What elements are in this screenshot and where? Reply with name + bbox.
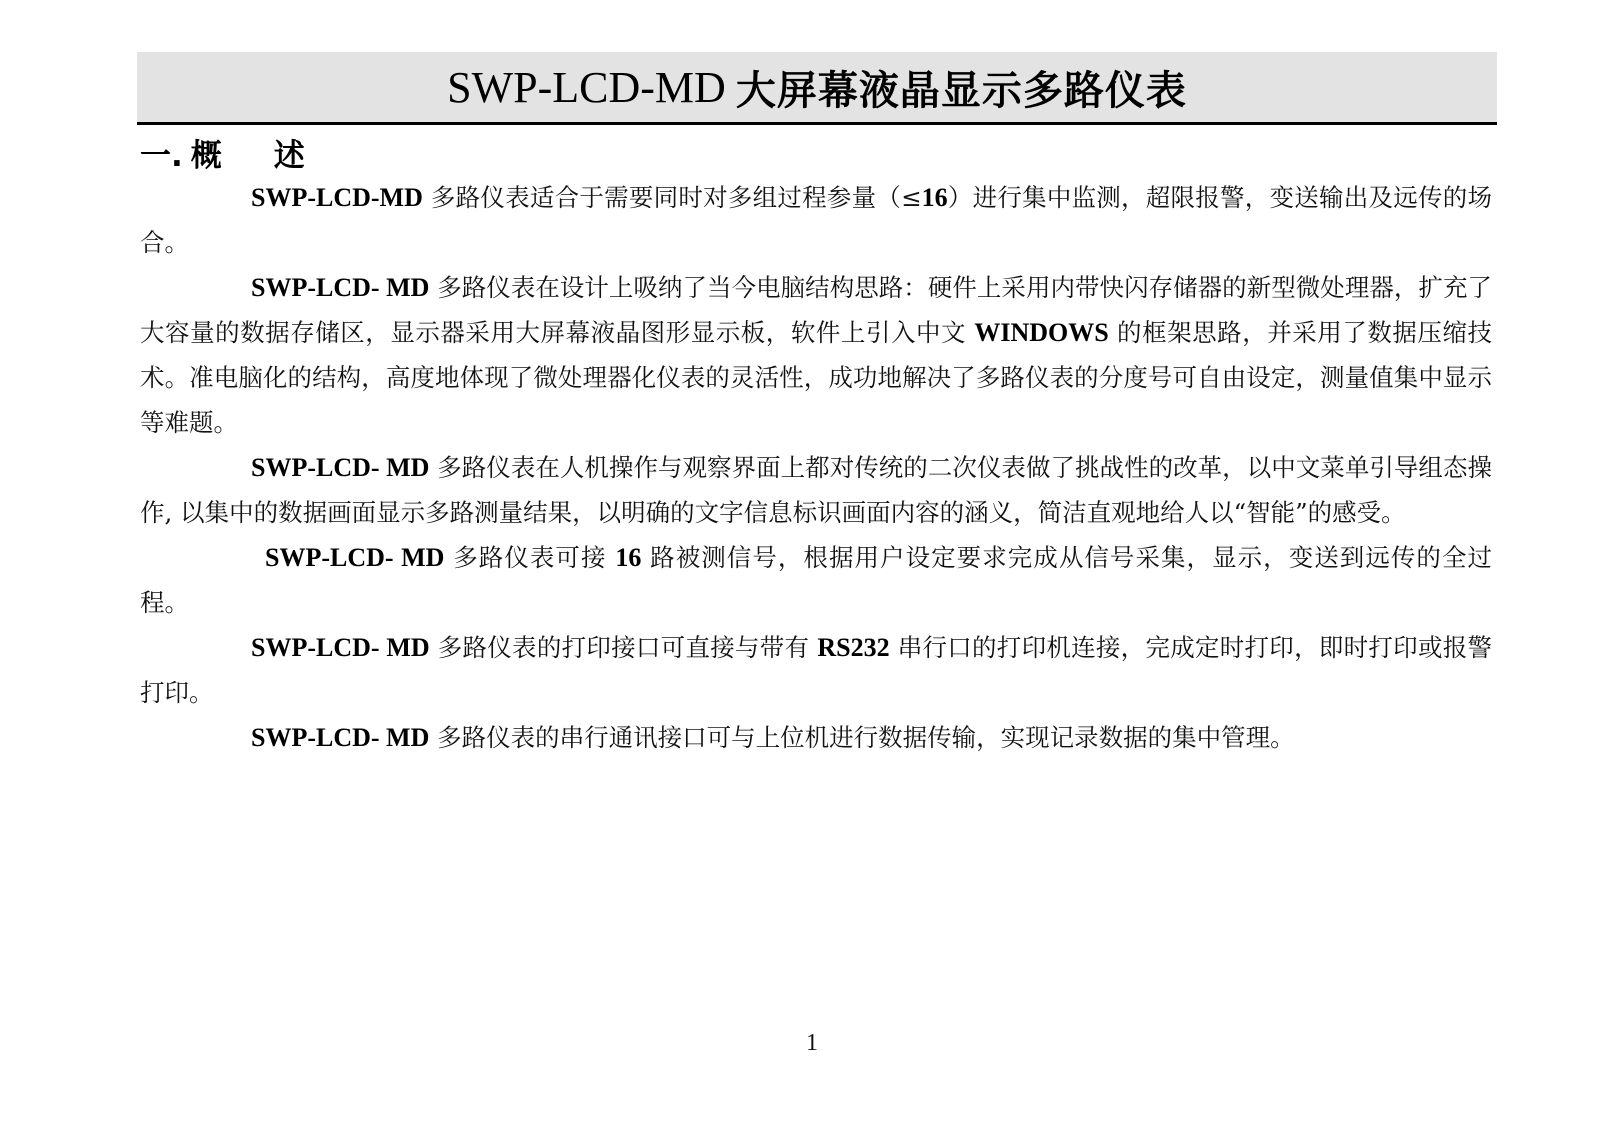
paragraph-5	[140, 625, 1492, 715]
model-name: SWP-LCD-MD	[251, 183, 423, 212]
channel-count: 16	[921, 183, 948, 212]
windows-term: WINDOWS	[974, 318, 1109, 347]
paragraph-text: ）进行集中监测，超限报警，变送输出及远传的场合。	[140, 183, 1492, 257]
body-text	[140, 175, 1492, 760]
section-title-char-1: 概	[190, 138, 222, 174]
paragraph-text: 多路仪表在人机操作与观察界面上都对传统的二次仪表做了挑战性的改革，以中文菜单引导组态操作, 以集中的数据画面显示多路测量结果，以明确的文字信息标识画面内容的涵义，简洁直观地给人以“智能”的感受。	[140, 453, 1492, 527]
title-model: SWP-LCD-MD	[447, 62, 726, 112]
document-title	[137, 52, 1497, 125]
paragraph-text: 多路仪表的串行通讯接口可与上位机进行数据传输，实现记录数据的集中管理。	[429, 723, 1295, 752]
paragraph-4	[140, 535, 1492, 625]
model-name: SWP-LCD- MD	[265, 543, 445, 572]
paragraph-6	[140, 715, 1492, 760]
page-number: 1	[806, 1030, 818, 1056]
model-name: SWP-LCD- MD	[251, 723, 430, 752]
paragraph-text: 多路仪表可接	[444, 543, 616, 572]
paragraph-text: 的框架思路，并采用了数据压缩技术。准电脑化的结构，高度地体现了微处理器化仪表的灵活性，成功地解决了多路仪表的分度号可自由设定，测量值集中显示等难题。	[140, 318, 1492, 437]
channel-count: 16	[615, 543, 642, 572]
paragraph-text: 串行口的打印机连接，完成定时打印，即时打印或报警打印。	[140, 633, 1492, 707]
title-text: 大屏幕液晶显示多路仪表	[735, 67, 1187, 114]
section-number: 一.	[140, 138, 183, 174]
paragraph-text: 路被测信号，根据用户设定要求完成从信号采集，显示，变送到远传的全过程。	[140, 543, 1493, 617]
paragraph-2	[140, 265, 1492, 445]
paragraph-1	[140, 175, 1492, 265]
paragraph-text: 多路仪表在设计上吸纳了当今电脑结构思路：硬件上采用内带快闪存储器的新型微处理器，扩充了大容量的数据存储区，显示器采用大屏幕液晶图形显示板，软件上引入中文	[140, 273, 1492, 347]
paragraph-3	[140, 445, 1492, 535]
model-name: SWP-LCD- MD	[251, 453, 430, 482]
rs232-term: RS232	[817, 633, 890, 662]
model-name: SWP-LCD- MD	[251, 633, 430, 662]
paragraph-text: 多路仪表适合于需要同时对多组过程参量（≤	[422, 183, 922, 212]
model-name: SWP-LCD- MD	[251, 273, 430, 302]
section-heading	[140, 130, 305, 175]
section-title-char-2: 述	[273, 138, 305, 174]
paragraph-text: 多路仪表的打印接口可直接与带有	[429, 633, 818, 662]
